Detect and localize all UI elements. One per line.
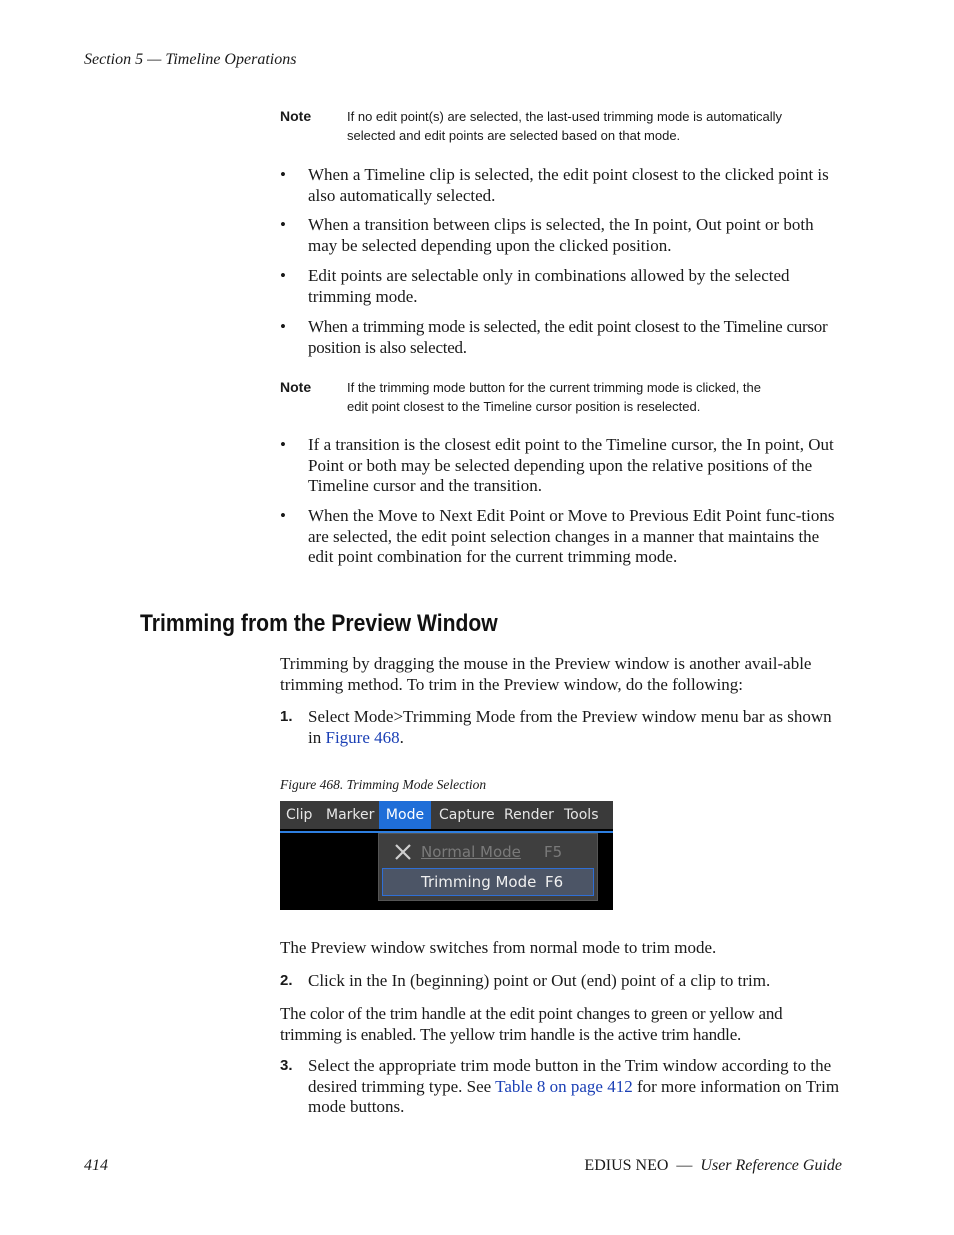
menu-item-label: Trimming Mode <box>421 873 537 891</box>
note-label: Note <box>280 108 312 124</box>
note-line: If no edit point(s) are selected, the last-used trimming mode is automatically <box>347 109 782 124</box>
step-1 <box>280 707 845 748</box>
list-item: • When a transition between clips is selected, the In point, Out point or both may be selected depending upon the clicked position. <box>280 215 814 255</box>
step-number: 3. <box>280 1057 293 1074</box>
menu-capture[interactable]: Capture <box>439 807 495 823</box>
menu-item-trimming-mode[interactable] <box>382 868 594 896</box>
intro-paragraph: Trimming by dragging the mouse in the Preview window is another avail-able trimming method. To trim in the Preview window, do the following: <box>280 654 812 694</box>
menu-clip[interactable]: Clip <box>286 807 313 823</box>
list-item: • If a transition is the closest edit point to the Timeline cursor, the In point, Out Point or both may be selected depending upon the relative positions of the Timeline cursor and the transition. <box>280 435 834 495</box>
note-block <box>280 107 840 145</box>
step-text: Select the appropriate trim mode button in the Trim window according to the desired trimming type. See Table 8 on page 412 for more information on Trim mode buttons. <box>308 1056 840 1116</box>
note-label: Note <box>280 379 312 395</box>
table-link[interactable]: Table 8 on page 412 <box>495 1076 633 1096</box>
body-paragraph: The color of the trim handle at the edit point changes to green or yellow and trimming is enabled. The yellow trim handle is the active trim handle. <box>280 1004 783 1044</box>
list-item: • Edit points are selectable only in combinations allowed by the selected trimming mode. <box>280 266 790 306</box>
list-item: • When the Move to Next Edit Point or Move to Previous Edit Point func-tions are selected, the edit point selection changes in a manner that maintains the edit point combination for the current trimming mode. <box>280 506 835 566</box>
menu-item-shortcut: F6 <box>545 873 564 891</box>
note-block <box>280 378 840 416</box>
note-line: edit point closest to the Timeline cursor position is reselected. <box>347 399 701 414</box>
menu-bar <box>280 801 613 829</box>
close-x-icon <box>393 842 413 862</box>
menu-tools[interactable]: Tools <box>564 807 599 823</box>
menu-item-shortcut: F5 <box>544 843 563 861</box>
menu-item-normal-mode[interactable] <box>379 838 597 866</box>
note-line: selected and edit points are selected based on that mode. <box>347 128 681 143</box>
menu-mode[interactable]: Mode <box>379 801 431 829</box>
footer-title: EDIUS NEO — User Reference Guide <box>584 1157 842 1174</box>
step-2 <box>280 971 845 992</box>
trimming-mode-figure <box>280 801 613 910</box>
step-number: 1. <box>280 708 293 725</box>
menu-render[interactable]: Render <box>504 807 554 823</box>
running-header: Section 5 — Timeline Operations <box>84 51 297 68</box>
body-paragraph: The Preview window switches from normal mode to trim mode. <box>280 938 717 957</box>
list-item: • When a Timeline clip is selected, the edit point closest to the clicked point is also automatically selected. <box>280 165 829 205</box>
page-number: 414 <box>84 1157 108 1174</box>
section-title: Trimming from the Preview Window <box>140 610 498 637</box>
step-number: 2. <box>280 972 293 989</box>
note-line: If the trimming mode button for the current trimming mode is clicked, the <box>347 380 762 395</box>
note-text <box>347 107 840 145</box>
note-text <box>347 378 840 416</box>
figure-link[interactable]: Figure 468 <box>325 727 400 747</box>
menu-marker[interactable]: Marker <box>326 807 375 823</box>
menu-item-label: Normal Mode <box>421 843 521 861</box>
step-text: Click in the In (beginning) point or Out (end) point of a clip to trim. <box>308 971 771 990</box>
step-text: Select Mode>Trimming Mode from the Preview window menu bar as shown in Figure 468. <box>308 707 832 747</box>
figure-caption: Figure 468. Trimming Mode Selection <box>280 777 487 792</box>
mode-dropdown <box>378 833 598 901</box>
step-3 <box>280 1056 845 1118</box>
list-item: • When a trimming mode is selected, the edit point closest to the Timeline cursor position is also selected. <box>280 317 828 357</box>
